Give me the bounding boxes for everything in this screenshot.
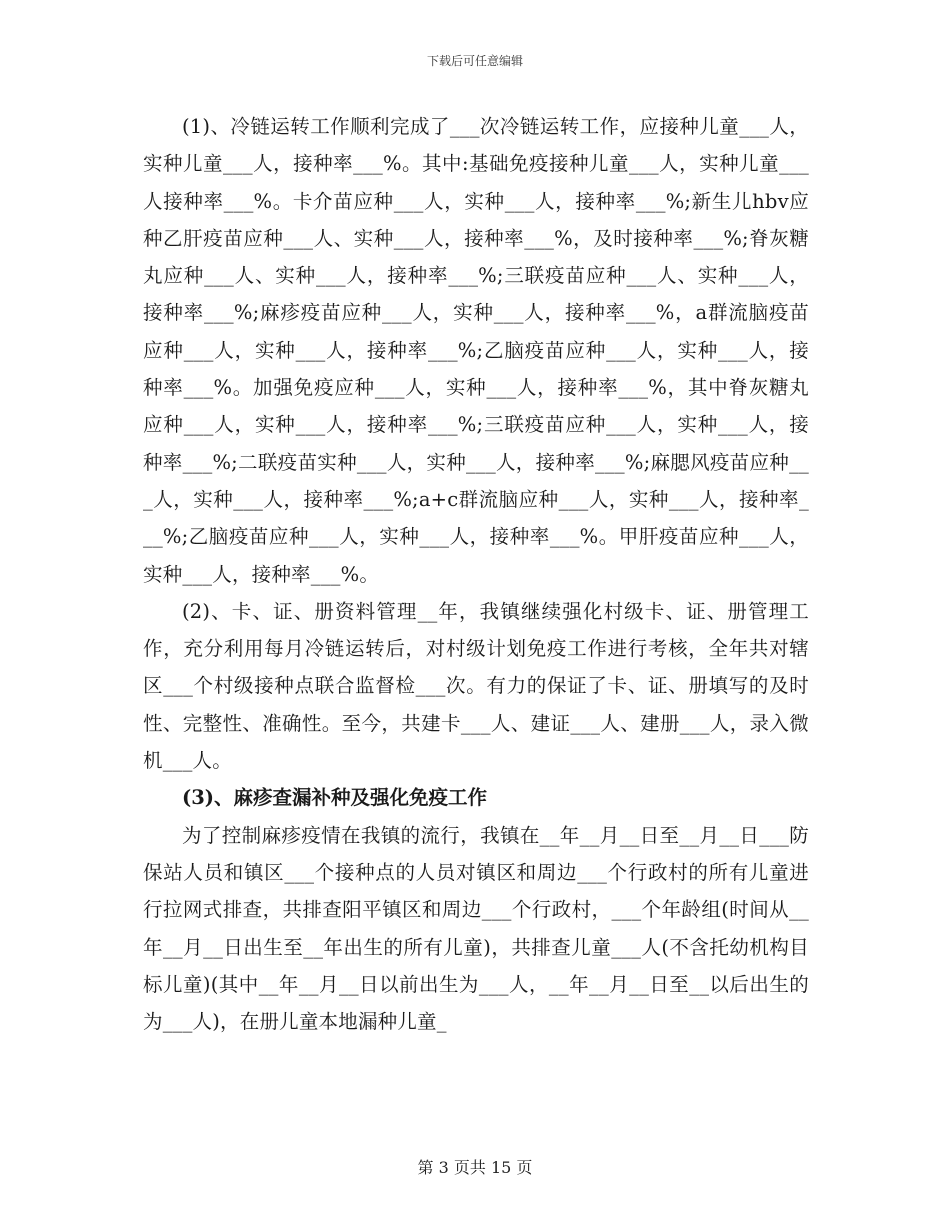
section-heading-measles: (3)、麻疹查漏补种及强化免疫工作 xyxy=(182,786,488,810)
document-body xyxy=(143,108,809,1040)
paragraph-cold-chain: (1)、冷链运转工作顺利完成了___次冷链运转工作，应接种儿童___人，实种儿童___人，接种率___%。其中:基础免疫接种儿童___人，实种儿童___人接种率___%。卡介苗应种___人，实种___人，接种率___%;新生儿hbv应种乙肝疫苗应种___人、实种___人，接种率___%，及时接种率___%;脊灰糖丸应种___人、实种___人，接种率___%;三联疫苗应种___人、实种___人，接种率___%;麻疹疫苗应种___人，实种___人，接种率___%，a群流脑疫苗应种___人，实种___人，接种率___%;乙脑疫苗应种___人，实种___人，接种率___%。加强免疫应种___人，实种___人，接种率___%，其中脊灰糖丸应种___人，实种___人，接种率___%;三联疫苗应种___人，实种___人，接种率___%;二联疫苗实种___人，实种___人，接种率___%;麻腮风疫苗应种___人，实种___人，接种率___%;a+c群流脑应种___人，实种___人，接种率___%;乙脑疫苗应种___人，实种___人，接种率___%。甲肝疫苗应种___人，实种___人，接种率___%。 xyxy=(143,115,809,586)
page-number: 第 3 页共 15 页 xyxy=(417,1158,533,1177)
header-note: 下载后可任意编辑 xyxy=(426,54,523,68)
paragraph-measles-campaign: 为了控制麻疹疫情在我镇的流行，我镇在__年__月__日至__月__日___防保站人员和镇区___个接种点的人员对镇区和周边___个行政村的所有儿童进行拉网式排查，共排查阳平镇区和周边___个行政村，___个年龄组(时间从__年__月__日出生至__年出生的所有儿童)，共排查儿童___人(不含托幼机构目标儿童)(其中__年__月__日以前出生为___人，__年__月__日至__以后出生的为___人)，在册儿童本地漏种儿童_ xyxy=(143,823,810,1034)
paragraph-records-management: (2)、卡、证、册资料管理__年，我镇继续强化村级卡、证、册管理工作，充分利用每月冷链运转后，对村级计划免疫工作进行考核，全年共对辖区___个村级接种点联合监督检___次。有力的保证了卡、证、册填写的及时性、完整性、准确性。至今，共建卡___人、建证___人、建册___人，录入微机___人。 xyxy=(143,599,809,773)
